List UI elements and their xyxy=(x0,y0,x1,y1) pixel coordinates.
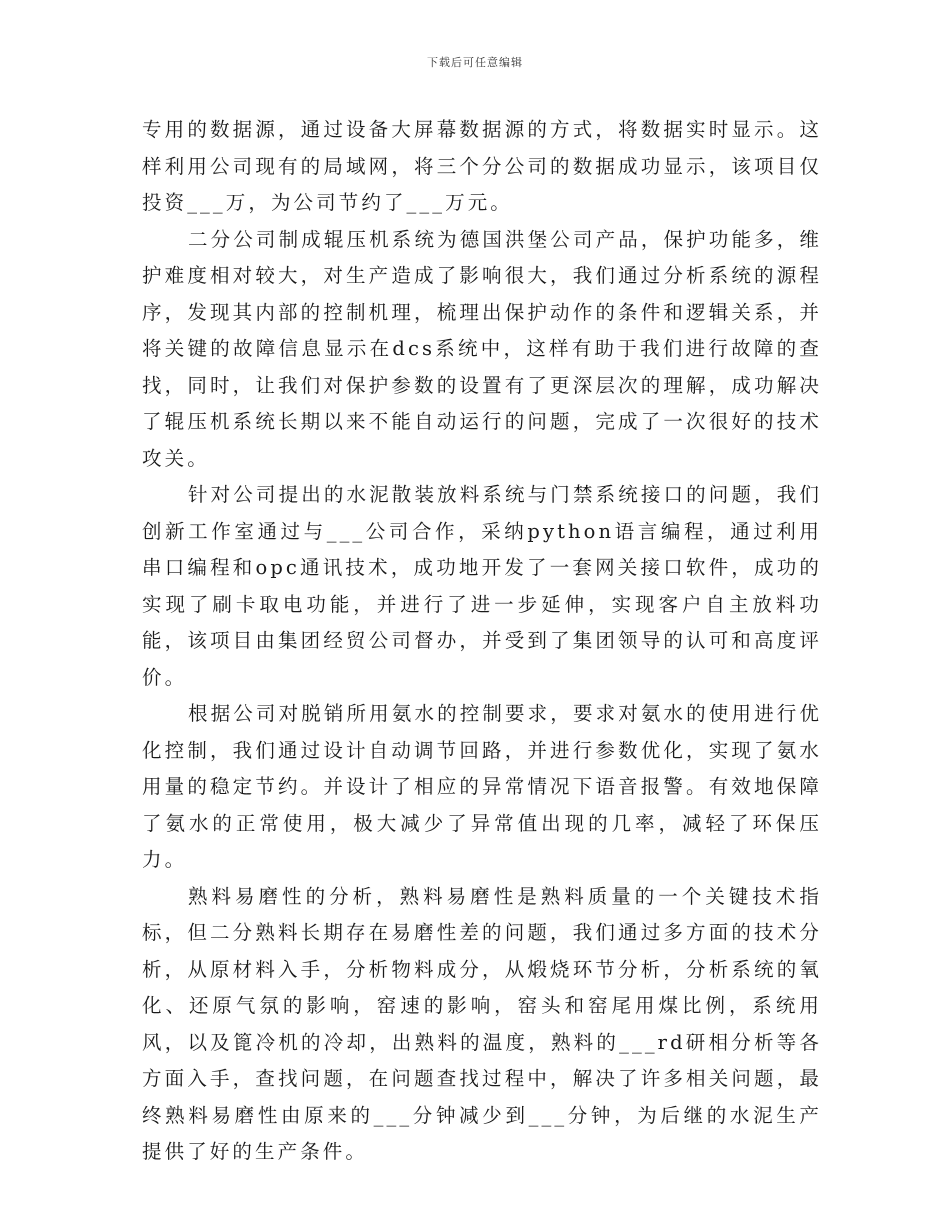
paragraph-roller-press: 二分公司制成辊压机系统为德国洪堡公司产品，保护功能多，维护难度相对较大，对生产造成了影响很大，我们通过分析系统的源程序，发现其内部的控制机理，梳理出保护动作的条件和逻辑关系，并将关键的故障信息显示在dcs系统中，这样有助于我们进行故障的查找，同时，让我们对保护参数的设置有了更深层次的理解，成功解决了辊压机系统长期以来不能自动运行的问题，完成了一次很好的技术攻关。 xyxy=(142,227,822,470)
page-header: 下载后可任意编辑 xyxy=(427,56,523,69)
paragraph-clinker-grindability: 熟料易磨性的分析，熟料易磨性是熟料质量的一个关键技术指标，但二分熟料长期存在易磨性差的问题，我们通过多方面的技术分析，从原材料入手，分析物料成分，从煅烧环节分析，分析系统的氧化、还原气氛的影响，窑速的影响，窑头和窑尾用煤比例，系统用风，以及篦冷机的冷却，出熟料的温度，熟料的___rd研相分析等各方面入手，查找问题，在问题查找过程中，解决了许多相关问题，最终熟料易磨性由原来的___分钟减少到___分钟，为后继的水泥生产提供了好的生产条件。 xyxy=(142,884,822,1163)
paragraph-ammonia-control: 根据公司对脱销所用氨水的控制要求，要求对氨水的使用进行优化控制，我们通过设计自动调节回路，并进行参数优化，实现了氨水用量的稳定节约。并设计了相应的异常情况下语音报警。有效地保障了氨水的正常使用，极大减少了异常值出现的几率，减轻了环保压力。 xyxy=(142,702,822,871)
document-body xyxy=(142,112,822,1171)
paragraph-continuation: 专用的数据源，通过设备大屏幕数据源的方式，将数据实时显示。这样利用公司现有的局域网，将三个分公司的数据成功显示，该项目仅投资___万，为公司节约了___万元。 xyxy=(142,118,822,214)
paragraph-cement-loading-interface: 针对公司提出的水泥散装放料系统与门禁系统接口的问题，我们创新工作室通过与___公司合作，采纳python语言编程，通过利用串口编程和opc通讯技术，成功地开发了一套网关接口软件，成功的实现了刷卡取电功能，并进行了进一步延伸，实现客户自主放料功能，该项目由集团经贸公司督办，并受到了集团领导的认可和高度评价。 xyxy=(142,483,822,689)
